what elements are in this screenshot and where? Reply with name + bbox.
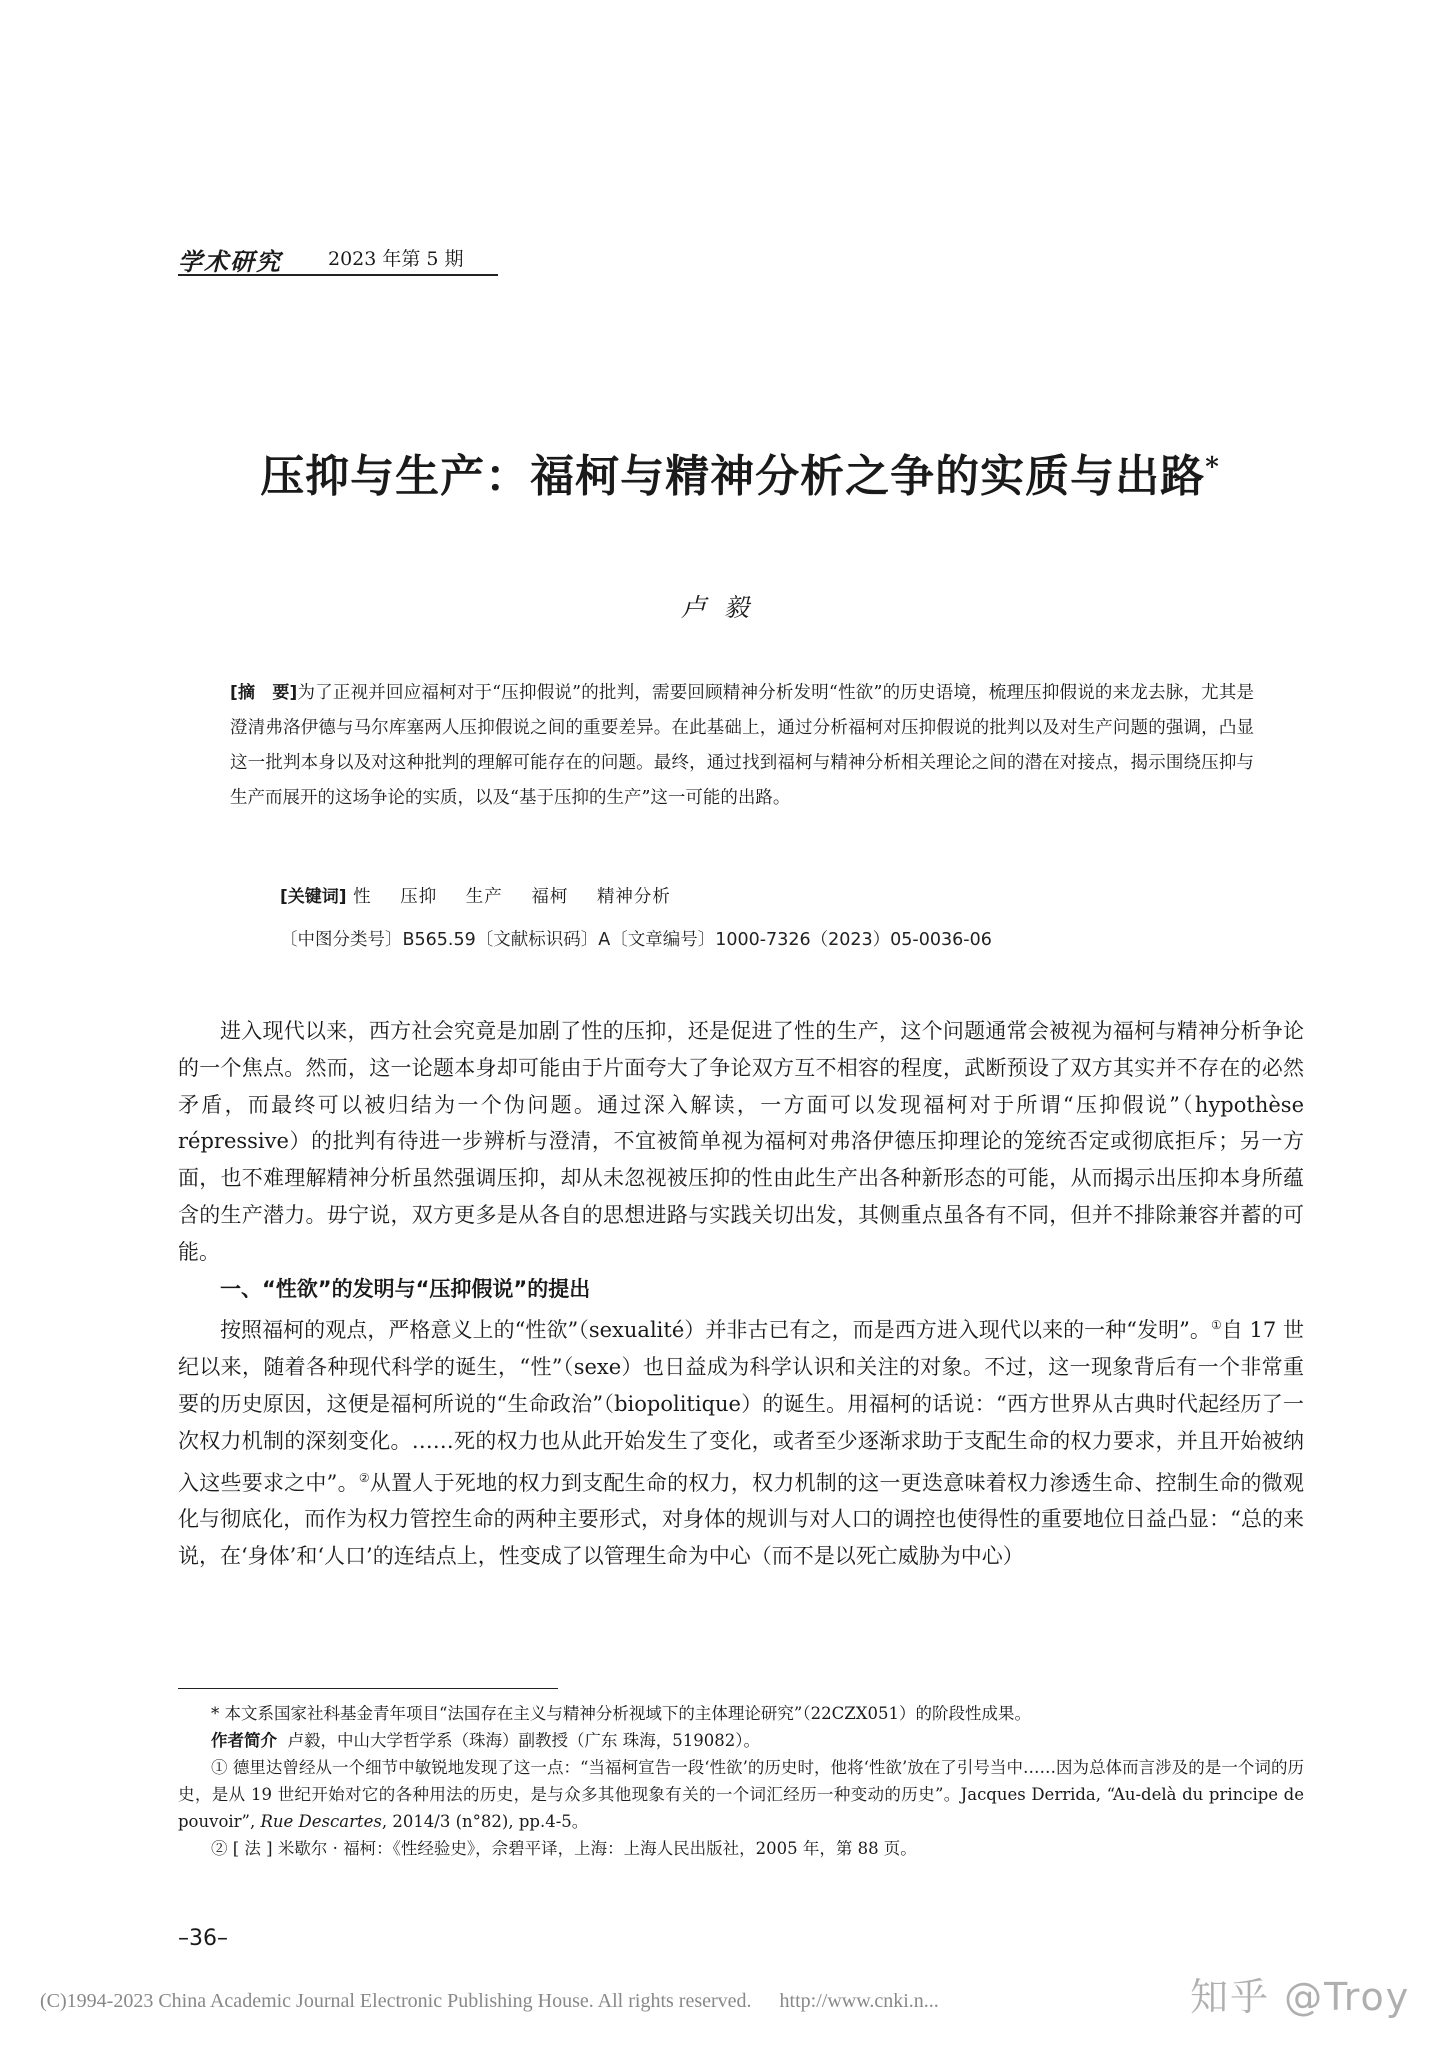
keyword: 性 [353, 887, 372, 907]
issue-label: 2023 年第 5 期 [328, 248, 464, 270]
intro-paragraph: 进入现代以来，西方社会究竟是加剧了性的压抑，还是促进了性的生产，这个问题通常会被视为福柯与精神分析争论的一个焦点。然而，这一论题本身却可能由于片面夸大了争论双方互不相容的程度，武断预设了双方其实并不存在的必然矛盾，而最终可以被归结为一个伪问题。通过深入解读，一方面可以发现福柯对于所谓“压抑假说”（hypothèse répressive）的批判有待进一步辨析与澄清，不宜被简单视为福柯对弗洛伊德压抑理论的笼统否定或彻底拒斥；另一方面，也不难理解精神分析虽然强调压抑，却从未忽视被压抑的性由此生产出各种新形态的可能，从而揭示出压抑本身所蕴含的生产潜力。毋宁说，双方更多是从各自的思想进路与实践关切出发，其侧重点虽各有不同，但并不排除兼容并蓄的可能。 [178, 1019, 1304, 1264]
keyword: 压抑 [400, 887, 438, 907]
abstract-label: [摘 要] [230, 683, 298, 703]
article-title-text: 压抑与生产：福柯与精神分析之争的实质与出路 [260, 451, 1206, 502]
author-name: 卢毅 [680, 593, 767, 622]
classification-codes: 〔中图分类号〕B565.59〔文献标识码〕A〔文章编号〕1000-7326（2023）05-0036-06 [280, 930, 992, 950]
keyword: 福柯 [531, 887, 569, 907]
journal-name: 学术研究 [178, 247, 282, 276]
keyword: 精神分析 [596, 887, 671, 907]
footnote-1 [178, 1754, 1304, 1835]
abstract-text: 为了正视并回应福柯对于“压抑假说”的批判，需要回顾精神分析发明“性欲”的历史语境，梳理压抑假说的来龙去脉，尤其是澄清弗洛伊德与马尔库塞两人压抑假说之间的重要差异。在此基础上，通过分析福柯对压抑假说的批判以及对生产问题的强调，凸显这一批判本身以及对这种批判的理解可能存在的问题。最终，通过找到福柯与精神分析相关理论之间的潜在对接点，揭示围绕压抑与生产而展开的这场争论的实质，以及“基于压抑的生产”这一可能的出路。 [230, 683, 1254, 808]
footnote-divider [178, 1688, 558, 1689]
article-body [178, 1013, 1304, 1575]
footnote-journal: Rue Descartes [260, 1812, 382, 1831]
title-footnote-mark: * [1205, 452, 1220, 483]
author-note-label: 作者简介 [211, 1731, 277, 1750]
section-heading: 一、“性欲”的发明与“压抑假说”的提出 [220, 1276, 591, 1301]
paragraph-text: 自 17 世纪以来，随着各种现代科学的诞生，“性”（sexe）也日益成为科学认识和关注的对象。不过，这一现象背后有一个非常重要的历史原因，这便是福柯所说的“生命政治”（biopolitique）的诞生。用福柯的话说：“西方世界从古典时代起经历了一次权力机制的深刻变化。……死的权力也从此开始发生了变化，或者至少逐渐求助于支配生命的权力要求，并且开始被纳入这些要求之中”。 [178, 1318, 1304, 1495]
running-header [178, 242, 498, 276]
copyright-text: (C)1994-2023 China Academic Journal Electronic Publishing House. All rights reserved. [40, 1990, 752, 2012]
article-title [160, 440, 1320, 504]
copyright-line [40, 1990, 939, 2013]
fund-note: * 本文系国家社科基金青年项目“法国存在主义与精神分析视域下的主体理论研究”（22CZX051）的阶段性成果。 [211, 1704, 1031, 1723]
watermark: 知乎 @Troy [1190, 1975, 1411, 2019]
copyright-url: http://www.cnki.n... [779, 1990, 939, 2012]
footnote-text: , 2014/3 (n°82), pp.4-5。 [381, 1812, 589, 1831]
keyword: 生产 [465, 887, 503, 907]
body-paragraph [178, 1307, 1304, 1575]
author-note-text: 卢毅，中山大学哲学系（珠海）副教授（广东 珠海，519082）。 [287, 1731, 760, 1750]
page-number: –36– [178, 1926, 228, 1951]
keywords-label: [关键词] [280, 887, 347, 907]
paragraph-text: 按照福柯的观点，严格意义上的“性欲”（sexualité）并非古已有之，而是西方进入现代以来的一种“发明”。 [220, 1318, 1211, 1343]
footnote-text: ① 德里达曾经从一个细节中敏锐地发现了这一点：“当福柯宣告一段‘性欲’的历史时，他将‘性欲’放在了引号当中……因为总体而言涉及的是一个词的历史，是从 19 世纪开始对它的各种用法的历史，是与众多其他现象有关的一个词汇经历一种变动的历史”。Jacques Derrida, “Au-delà du principe de pouvoir”, [178, 1758, 1304, 1831]
author-note [178, 1727, 1304, 1754]
footnote-ref: ① [1210, 1318, 1222, 1333]
abstract [230, 676, 1254, 816]
footnote-ref: ② [358, 1470, 370, 1485]
footnotes [178, 1700, 1304, 1862]
footnote-2: ② [ 法 ] 米歇尔 · 福柯：《性经验史》，佘碧平译，上海：上海人民出版社，2005 年，第 88 页。 [211, 1839, 917, 1858]
paragraph-text: 从置人于死地的权力到支配生命的权力，权力机制的这一更迭意味着权力渗透生命、控制生命的微观化与彻底化，而作为权力管控生命的两种主要形式，对身体的规训与对人口的调控也使得性的重要地位日益凸显：“总的来说，在‘身体’和‘人口’的连结点上，性变成了以管理生命为中心（而不是以死亡威胁为中心） [178, 1470, 1304, 1569]
keywords [280, 882, 1240, 908]
